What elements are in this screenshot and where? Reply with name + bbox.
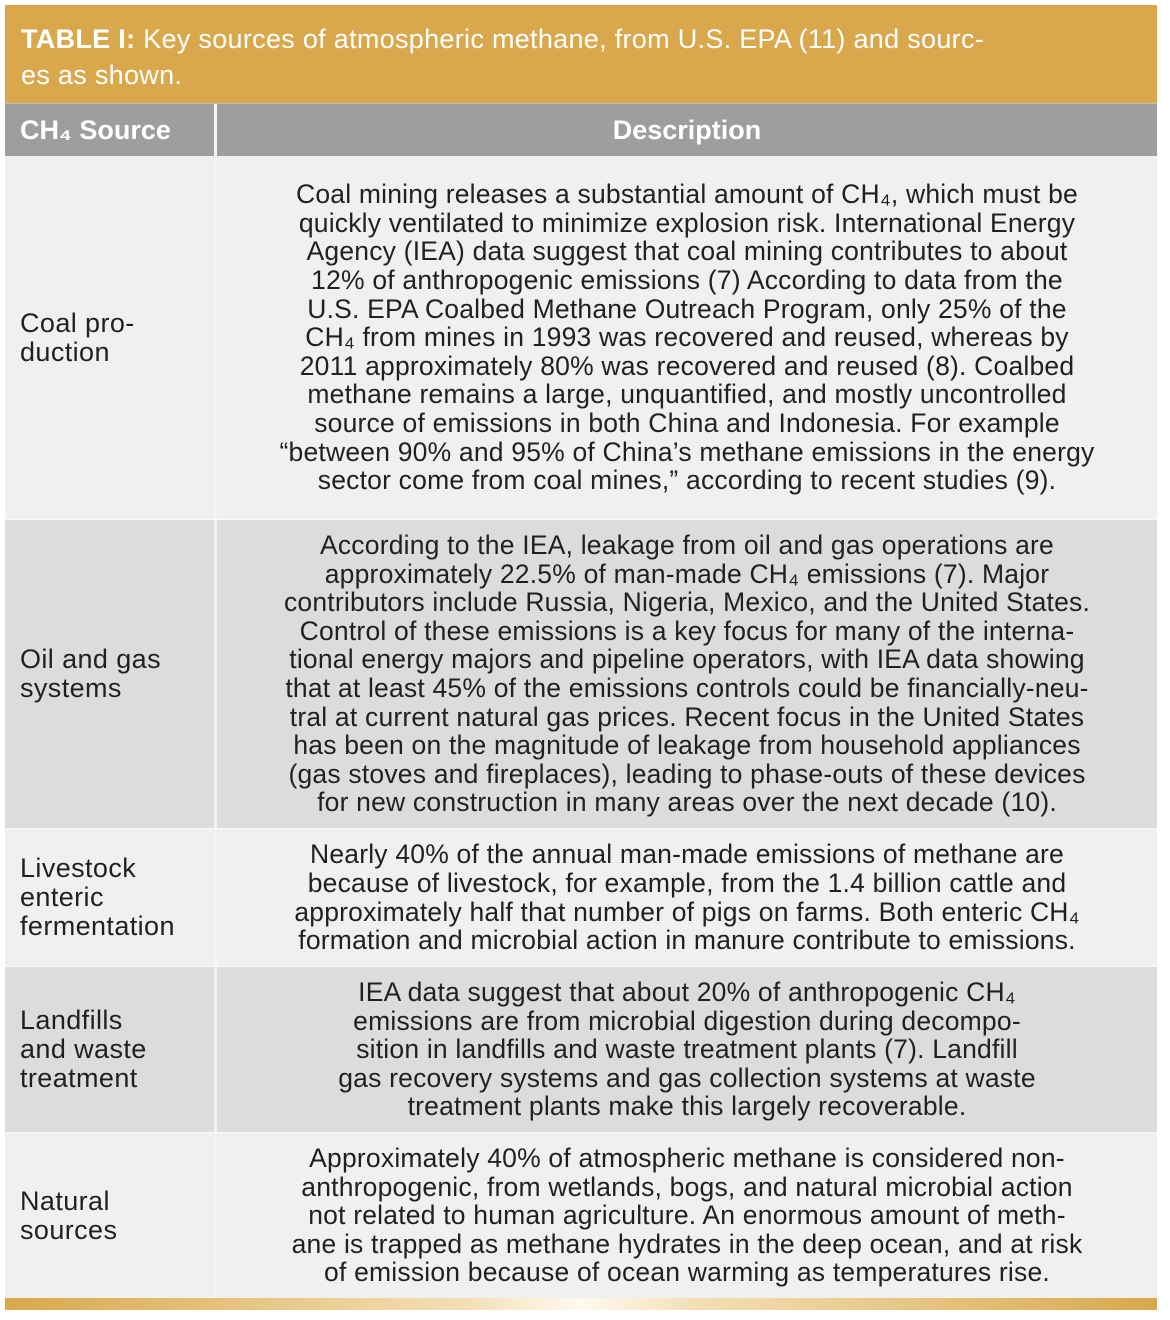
description-line: treatment plants make this largely recoverable. [407, 1091, 967, 1122]
description-line: Nearly 40% of the annual man-made emissions of methane are [309, 839, 1064, 870]
source-line: enteric [20, 882, 104, 912]
description-line: emissions are from microbial digestion during decompo- [353, 1005, 1021, 1036]
source-cell [5, 967, 217, 1132]
table-row [5, 966, 1157, 1132]
description-line: According to the IEA, leakage from oil and gas operations are [319, 530, 1054, 561]
bottom-rule [5, 1298, 1157, 1310]
source-line: Landfills [20, 1005, 123, 1035]
source-cell [5, 520, 217, 828]
source-line: Coal pro- [20, 307, 135, 338]
description-line: contributors include Russia, Nigeria, Mexico, and the United States. [283, 587, 1091, 618]
description-line: gas recovery systems and gas collection systems at waste [338, 1062, 1036, 1093]
description-line: that at least 45% of the emissions controls could be financially-neu- [285, 673, 1089, 703]
source-line: treatment [20, 1063, 138, 1093]
source-line: and waste [20, 1034, 147, 1064]
source-cell [5, 156, 217, 519]
source-line: Natural [20, 1185, 110, 1216]
description-line: Control of these emissions is a key focus for many of the interna- [299, 615, 1075, 646]
description-line: methane remains a large, unquantified, and mostly uncontrolled [307, 379, 1067, 410]
description-line: Approximately 40% of atmospheric methane is considered non- [309, 1143, 1065, 1174]
source-line: duction [20, 336, 110, 367]
description-line: CH₄ from mines in 1993 was recovered and reused, whereas by [305, 322, 1069, 353]
source-line: fermentation [20, 911, 175, 941]
description-line: Coal mining releases a substantial amount of CH₄, which must be [296, 179, 1078, 210]
table-row [5, 1132, 1157, 1298]
description-line: not related to human agriculture. An enormous amount of meth- [308, 1200, 1066, 1231]
description-line: approximately half that number of pigs on farms. Both enteric CH₄ [294, 896, 1080, 927]
description-line: of emission because of ocean warming as temperatures rise. [324, 1257, 1050, 1288]
description-line: anthropogenic, from wetlands, bogs, and natural microbial action [301, 1171, 1073, 1202]
description-line: U.S. EPA Coalbed Methane Outreach Program, only 25% of the [307, 293, 1067, 324]
description-line: quickly ventilated to minimize explosion risk. International Energy [298, 207, 1076, 238]
description-cell [217, 156, 1157, 519]
source-line: Livestock [20, 853, 137, 883]
description-line: source of emissions in both China and Indonesia. For example [314, 407, 1060, 438]
table-header-row [5, 103, 1157, 156]
description-line: approximately 22.5% of man-made CH₄ emissions (7). Major [324, 558, 1050, 589]
description-line: sector come from coal mines,” according to recent studies (9). [317, 465, 1057, 496]
caption-line-2: es as shown. [21, 60, 183, 90]
description-line: formation and microbial action in manure contribute to emissions. [298, 925, 1076, 956]
source-cell [5, 1133, 217, 1298]
description-cell [217, 1133, 1157, 1298]
description-line: for new construction in many areas over the next decade (10). [317, 787, 1057, 818]
table-row [5, 519, 1157, 828]
description-cell [217, 829, 1157, 966]
description-line: ane is trapped as methane hydrates in the deep ocean, and at risk [291, 1228, 1083, 1259]
description-line: “between 90% and 95% of China’s methane emissions in the energy [279, 436, 1095, 467]
description-line: (gas stoves and fireplaces), leading to phase-outs of these devices [288, 758, 1086, 789]
table-row [5, 828, 1157, 966]
table-row [5, 156, 1157, 519]
table-caption [5, 5, 1157, 103]
header-description: Description [612, 114, 762, 145]
description-line: Agency (IEA) data suggest that coal mining contributes to about [306, 236, 1068, 267]
description-cell [217, 967, 1157, 1132]
description-line: has been on the magnitude of leakage from household appliances [293, 730, 1081, 761]
methane-sources-table [5, 5, 1157, 1310]
description-line: because of livestock, for example, from the 1.4 billion cattle and [307, 867, 1067, 898]
table-label: TABLE I: [21, 24, 136, 54]
description-line: tral at current natural gas prices. Recent focus in the United States [289, 701, 1085, 732]
source-line: sources [20, 1214, 118, 1245]
source-line: systems [20, 673, 122, 703]
table-body [5, 156, 1157, 1298]
description-line: sition in landfills and waste treatment plants (7). Landfill [356, 1034, 1018, 1065]
description-line: 2011 approximately 80% was recovered and reused (8). Coalbed [299, 350, 1075, 381]
description-line: 12% of anthropogenic emissions (7) According to data from the [311, 265, 1063, 296]
source-cell [5, 829, 217, 966]
source-line: Oil and gas [20, 644, 161, 674]
description-line: IEA data suggest that about 20% of anthropogenic CH₄ [358, 977, 1016, 1008]
caption-line-1: Key sources of atmospheric methane, from U.S. EPA (11) and sourc- [135, 24, 985, 54]
description-line: tional energy majors and pipeline operators, with IEA data showing [289, 644, 1085, 675]
header-source: CH₄ Source [5, 104, 217, 156]
description-cell [217, 520, 1157, 828]
